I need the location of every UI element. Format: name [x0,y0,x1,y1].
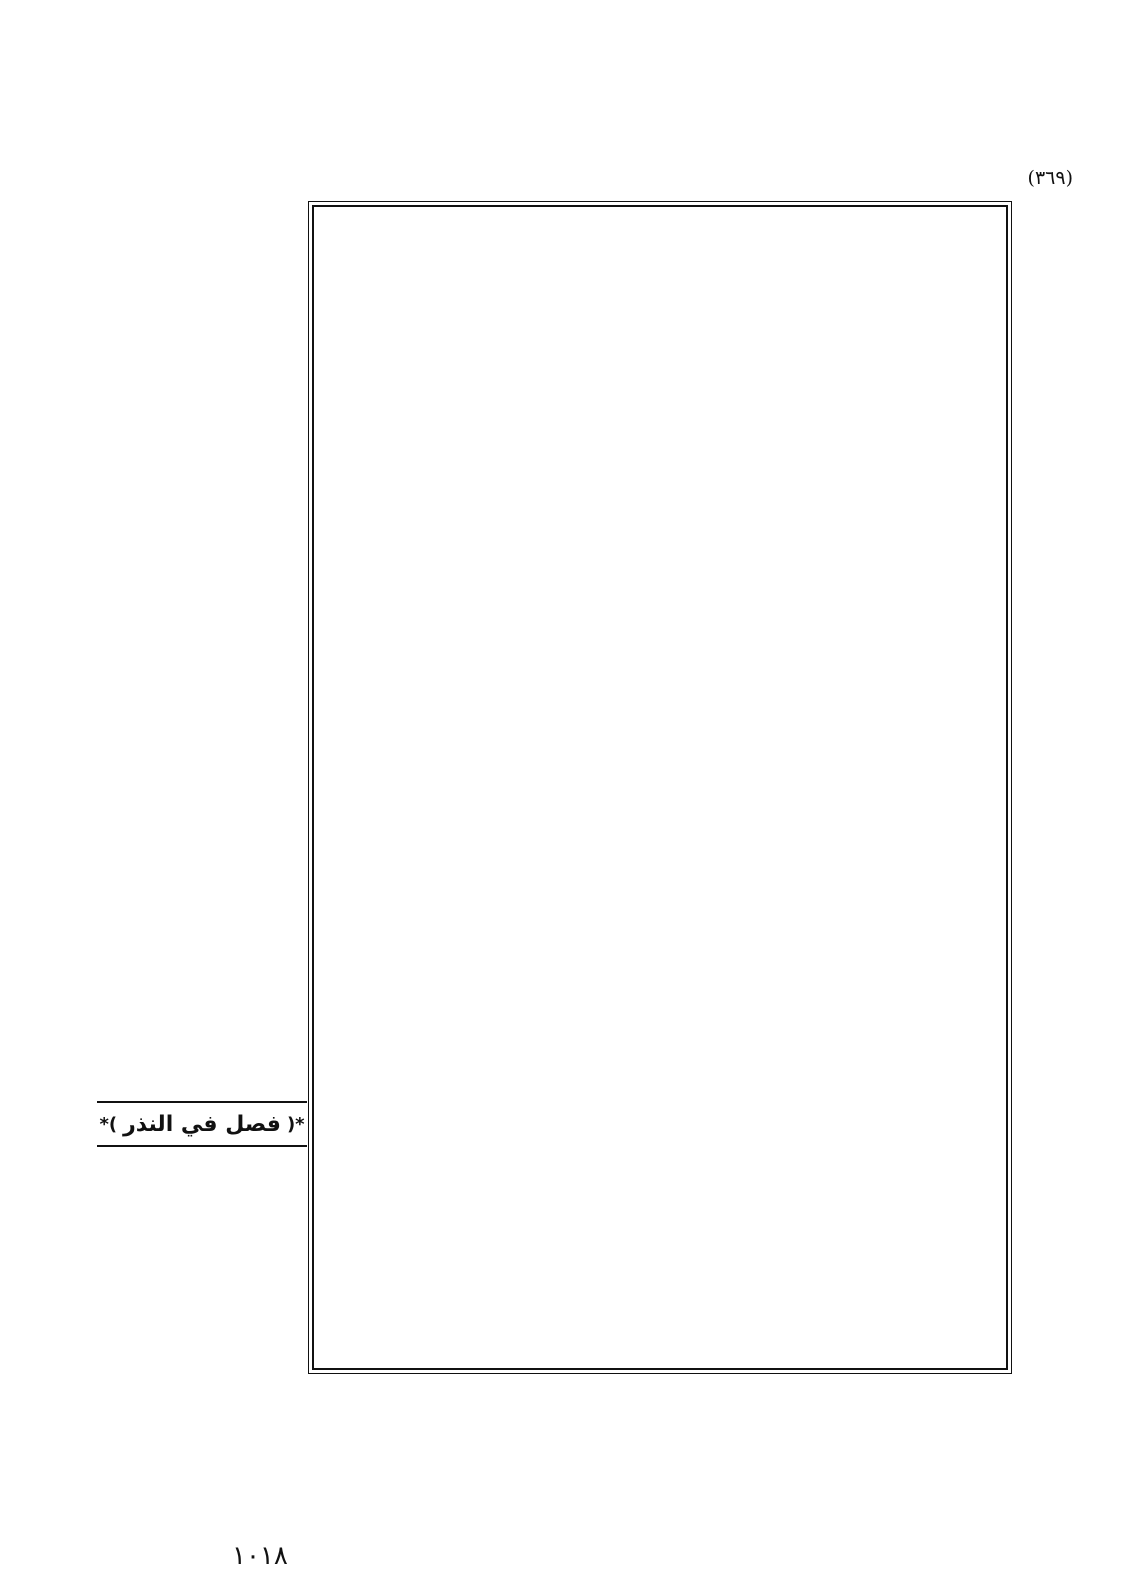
section-heading-text: فصل في النذر [123,1111,281,1137]
text-line [322,618,998,651]
text-line [322,851,998,884]
text-line [322,284,998,317]
text-line [0,1375,1127,1410]
text-line [322,751,998,784]
text-line [97,749,307,781]
text-line [322,818,998,851]
text-line [97,717,307,749]
text-line [322,985,998,1018]
text-line [97,1345,307,1377]
text-line [97,1005,307,1037]
text-line [322,217,998,250]
text-line [322,1286,998,1319]
text-line [322,1319,998,1352]
top-text-band [0,55,1127,220]
text-line [97,909,307,941]
text-line [322,1252,998,1285]
folio-number: (٣٦٩) [1027,166,1073,189]
text-line [97,813,307,845]
text-line [0,90,1127,125]
text-line [322,918,998,951]
text-line [97,1249,307,1281]
heading-open-mark: *( [286,1113,305,1135]
text-line [97,493,307,525]
text-line [322,1119,998,1152]
text-line [97,1037,307,1069]
text-line [0,125,1127,160]
text-line [97,333,307,365]
side-text-block [97,205,307,1095]
text-line [0,1410,1127,1445]
text-line [322,952,998,985]
text-line [97,781,307,813]
text-line [97,269,307,301]
text-line [322,584,998,617]
text-line [322,1219,998,1252]
text-line [322,1185,998,1218]
text-line [322,518,998,551]
text-line [97,589,307,621]
text-line [322,250,998,283]
text-line [322,1085,998,1118]
text-line [322,785,998,818]
text-line [97,1217,307,1249]
text-line [0,55,1127,90]
text-line [322,317,998,350]
text-line [322,384,998,417]
main-text-frame [312,205,1008,1370]
text-line [97,301,307,333]
text-line [97,877,307,909]
text-line [97,525,307,557]
text-line [97,941,307,973]
side-column [97,205,307,1370]
text-line [97,685,307,717]
bottom-text-band [0,1375,1127,1510]
text-line [97,557,307,589]
text-line [97,397,307,429]
text-line [322,551,998,584]
page-number: ١٠١٨ [232,1541,288,1571]
text-line [97,205,307,237]
text-line [97,1185,307,1217]
section-heading [97,1101,307,1147]
text-line [97,973,307,1005]
text-line [322,885,998,918]
text-line [97,1281,307,1313]
text-line [97,1153,307,1185]
text-line [97,461,307,493]
text-line [322,1152,998,1185]
text-line [322,1052,998,1085]
text-line [322,451,998,484]
text-line [97,621,307,653]
text-line [0,1445,1127,1480]
text-line [322,417,998,450]
text-line [322,1018,998,1051]
text-line [322,651,998,684]
text-line [97,237,307,269]
text-line [97,429,307,461]
text-line [322,351,998,384]
text-line [97,1313,307,1345]
running-header-line [0,160,1127,195]
text-line [322,718,998,751]
text-line [97,653,307,685]
text-line [0,1480,1127,1515]
text-line [322,484,998,517]
text-line [97,365,307,397]
text-line [12,160,1014,195]
text-line [322,684,998,717]
heading-close-mark: )* [99,1113,118,1135]
text-line [97,845,307,877]
